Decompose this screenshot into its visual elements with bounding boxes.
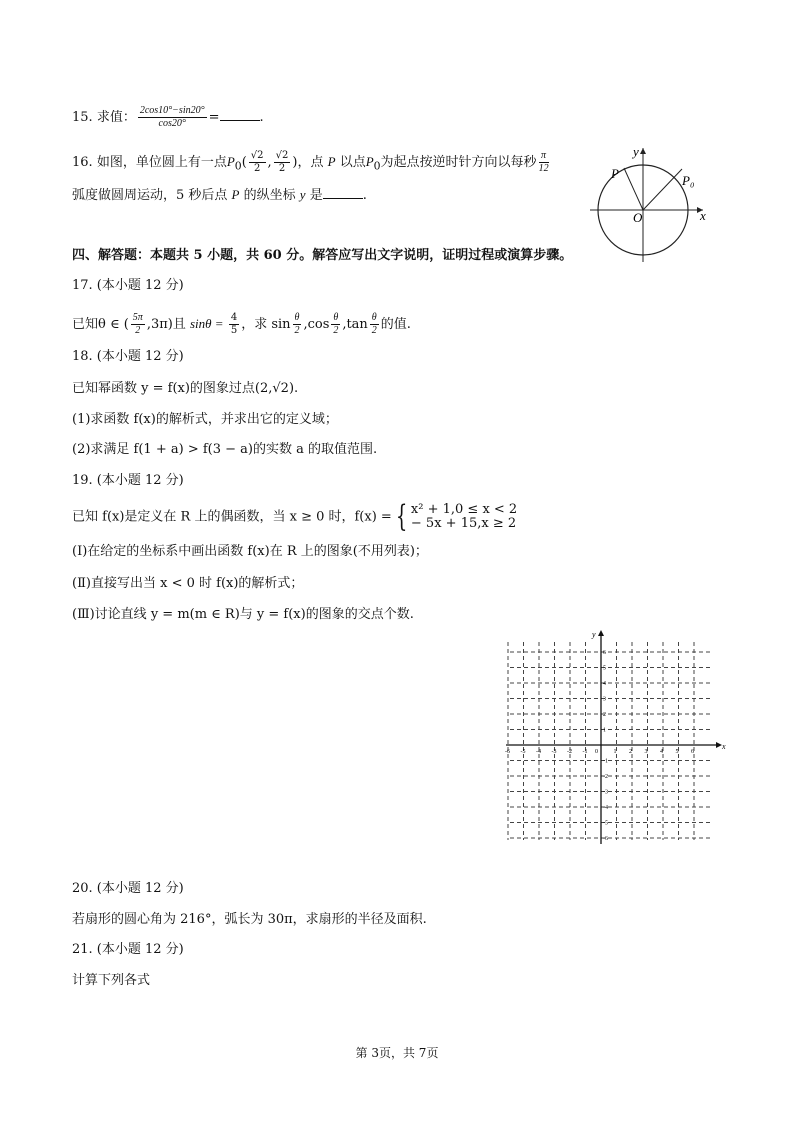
q19-line2: (Ⅰ)在给定的坐标系中画出函数 f(x)在 R 上的图象(不用列表)； <box>72 544 428 559</box>
q19-line3: (Ⅱ)直接写出当 x < 0 时 f(x)的解析式； <box>72 576 304 591</box>
q16-rate <box>539 150 549 175</box>
grid-x-tick: -6 <box>505 749 510 755</box>
q15-answer-blank <box>220 108 260 121</box>
grid-y-tick: -5 <box>603 820 608 827</box>
q16-text-c: 以点 <box>339 155 366 170</box>
q16-p0b: P <box>365 154 374 169</box>
q15-prefix: 求值： <box>96 110 136 125</box>
coordinate-grid <box>500 628 730 846</box>
unit-circle-p-label: P <box>611 166 619 181</box>
grid-y-tick: -2 <box>603 774 608 780</box>
q16-paren: ( <box>241 155 247 170</box>
q16-coord-y-den: 2 <box>278 163 286 174</box>
q20-line1: 若扇形的圆心角为 216°，弧长为 30π，求扇形的半径及面积. <box>72 912 427 927</box>
q16-number: 16. <box>72 155 93 170</box>
section4-title: 四、解答题：本题共 5 小题，共 60 分。解答应写出文字说明，证明过程或演算步骤。 <box>72 248 573 263</box>
q18-line1: 已知幂函数 y = f(x)的图象过点(2,√2). <box>72 381 299 396</box>
q17-text-b: ,3π)且 <box>146 317 186 332</box>
q17-half2-den: 2 <box>333 325 339 336</box>
q17-text-a: 已知θ ∈ ( <box>72 317 129 332</box>
q17-half3-den: 2 <box>371 325 377 336</box>
q17-sin-num: 4 <box>230 312 238 323</box>
grid-x-tick: -1 <box>582 749 588 755</box>
q16-text-b: )，点 <box>292 155 324 170</box>
op-ray <box>624 168 643 210</box>
q15-line: 15. 求值： $\frac{2\cos 10^\circ-\sin 20^\circ}{\cos 20^\circ}$ = . <box>72 105 264 129</box>
grid-x-tick: 4 <box>660 749 663 755</box>
grid-origin-label: 0 <box>595 749 598 755</box>
grid-y-tick: 5 <box>603 665 606 672</box>
q16-p: P <box>327 154 336 169</box>
q15-denominator: cos20° <box>158 118 186 129</box>
q16-text-d: 为起点按逆时针方向以每秒 <box>380 155 537 170</box>
grid-x-tick: -4 <box>536 749 541 755</box>
q18-header: 18. (本小题 12 分) <box>72 349 184 364</box>
q16-coord-x-num: √2 <box>250 150 264 161</box>
q19-brace: { <box>395 499 408 534</box>
q17-header: 17. (本小题 12 分) <box>72 278 184 293</box>
q17-lower-num: 5π <box>132 312 143 323</box>
q17-half1-den: 2 <box>294 325 300 336</box>
q16-rate-num: π <box>539 150 549 163</box>
q17-sin-den: 5 <box>230 325 238 336</box>
grid-y-tick: -1 <box>603 758 608 765</box>
q16-rate-den: 12 <box>538 163 549 174</box>
grid-x-tick: -3 <box>551 749 557 755</box>
unit-circle-x-label: x <box>700 208 706 223</box>
q17-lower-den: 2 <box>135 325 141 336</box>
q16-text-g: 是 <box>309 188 323 203</box>
grid-y-tick: 3 <box>603 696 606 703</box>
grid-x-label: x <box>722 742 726 751</box>
q17-sin: sinθ = <box>189 316 227 331</box>
q20-header: 20. (本小题 12 分) <box>72 881 184 896</box>
grid-x-tick: -5 <box>520 749 526 755</box>
unit-circle-y-label: y <box>633 144 639 159</box>
q19-header: 19. (本小题 12 分) <box>72 473 184 488</box>
grid-y-tick: 2 <box>603 712 606 718</box>
q16-coord-y-num: √2 <box>275 150 289 161</box>
q16-coord-x-den: 2 <box>253 163 261 174</box>
q16-line2: 弧度做圆周运动，5 秒后点 P 的纵坐标 y 是 . <box>72 187 367 203</box>
grid-y-tick: -6 <box>603 836 608 842</box>
q19-line1 <box>72 499 518 534</box>
grid-y-tick: 6 <box>603 650 606 656</box>
q16-coord-y <box>274 150 291 175</box>
unit-circle-y-arrow <box>640 148 646 154</box>
q17-half3 <box>370 312 379 337</box>
q16-p0-sub: 0 <box>234 159 242 173</box>
q16-text-f: 的纵坐标 <box>243 188 296 203</box>
q19-text-a: 已知 f(x)是定义在 R 上的偶函数，当 x ≥ 0 时，f(x) = <box>72 509 392 525</box>
q16-y: y <box>299 187 306 202</box>
q19-piecewise <box>411 503 517 531</box>
q15-numerator: 2cos10°−sin20° <box>139 105 205 116</box>
grid-x-tick: 1 <box>613 749 617 755</box>
q19-line4: (Ⅲ)讨论直线 y = m(m ∈ R)与 y = f(x)的图象的交点个数. <box>72 607 414 622</box>
grid-y-tick: 4 <box>603 681 606 687</box>
q16-p2: P <box>231 187 240 202</box>
q17-sin-value <box>229 312 239 337</box>
grid-y-tick: 1 <box>603 727 606 734</box>
q16-coord-x <box>249 150 266 175</box>
q16-line1: 16. 如图，单位圆上有一点$P_0$( $\frac{√2}{2}$ , $\frac{√2}{2}$ )，点 P 以点$P_0$为起点按逆时针方向以每秒 $\frac{\pi}{12}$ <box>72 150 549 174</box>
grid-x-tick: 5 <box>675 749 679 755</box>
q17-half3-num: θ <box>371 312 377 323</box>
q17-half2-num: θ <box>333 312 339 323</box>
q17-cos: ,cos <box>303 317 330 332</box>
q17-lower-bound <box>131 312 145 337</box>
q17-half1-num: θ <box>294 312 300 323</box>
q15-number: 15. <box>72 110 93 125</box>
q16-p0b-sub: 0 <box>373 159 381 173</box>
grid-y-arrow <box>598 630 604 636</box>
q17-line <box>72 312 411 337</box>
q16-answer-blank <box>323 186 363 199</box>
q18-line2: (1)求函数 f(x)的解析式，并求出它的定义域； <box>72 412 338 427</box>
q17-text-c: ，求 sin <box>241 317 291 332</box>
q17-tan: ,tan <box>342 317 368 332</box>
q18-line3: (2)求满足 f(1 + a) > f(3 − a)的实数 a 的取值范围. <box>72 442 378 457</box>
page-footer: 第 3页，共 7页 <box>355 1046 439 1060</box>
grid-y-tick: -3 <box>603 789 608 796</box>
grid-y-tick: -4 <box>603 805 608 811</box>
q15-fraction <box>138 105 207 130</box>
q19-case2: − 5x + 15,x ≥ 2 <box>410 516 517 531</box>
grid-x-tick: -2 <box>567 749 572 755</box>
grid-x-tick: 2 <box>629 749 632 755</box>
q19-case1: x² + 1,0 ≤ x < 2 <box>410 502 518 517</box>
unit-circle-origin-label: O <box>633 210 643 225</box>
op0-ray <box>643 169 682 210</box>
q17-text-end: 的值. <box>380 317 411 332</box>
q21-line1: 计算下列各式 <box>72 973 151 988</box>
grid-y-label: y <box>592 630 596 639</box>
q21-header: 21. (本小题 12 分) <box>72 942 184 957</box>
q16-p0: P <box>226 154 235 169</box>
q15-eq: = <box>208 110 220 125</box>
q17-half2 <box>331 312 340 337</box>
unit-circle-p0-label: P₀ <box>682 173 695 188</box>
q16-text-a: 如图，单位圆上有一点 <box>96 155 227 170</box>
q16-text-e: 弧度做圆周运动，5 秒后点 <box>72 188 228 203</box>
unit-circle-figure <box>585 140 715 265</box>
q17-half1 <box>293 312 302 337</box>
grid-x-tick: 6 <box>691 749 694 755</box>
grid-x-tick: 3 <box>644 749 648 755</box>
